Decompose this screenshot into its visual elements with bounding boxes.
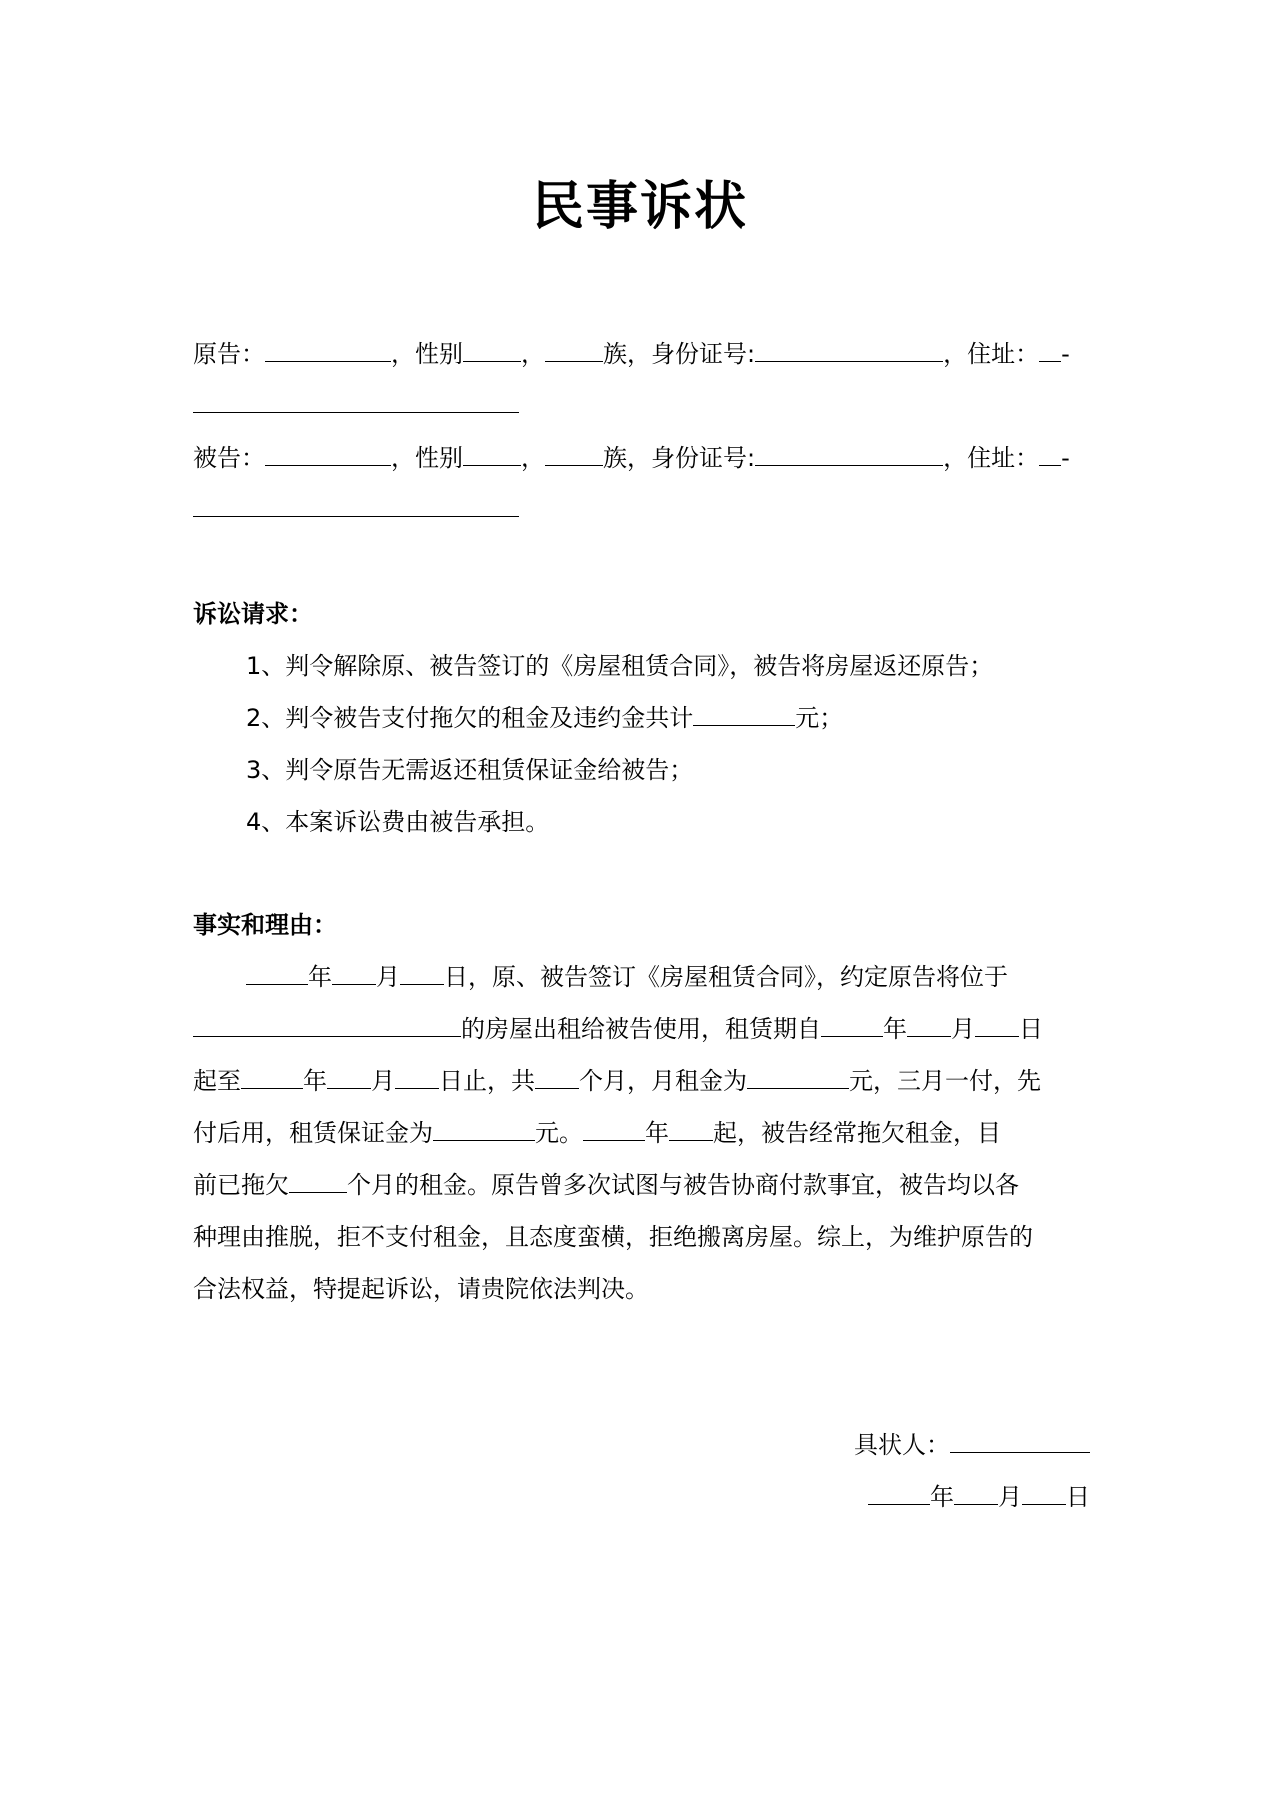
lease-start-year-blank[interactable]: [821, 1014, 883, 1037]
defendant-ethnic-label: 族，身份证号:: [603, 444, 756, 472]
lease-end-year-blank[interactable]: [241, 1066, 303, 1089]
plaintiff-ethnic-label: 族，身份证号:: [603, 340, 756, 368]
defendant-line: [193, 441, 1070, 475]
facts-line-3: [193, 1064, 1041, 1098]
defendant-name-blank[interactable]: [265, 443, 391, 466]
plaintiff-address-blank[interactable]: [1039, 339, 1061, 362]
signature-month-blank[interactable]: [954, 1482, 998, 1505]
defendant-address-label: ，住址：: [943, 444, 1040, 472]
defendant-gender-blank[interactable]: [463, 443, 521, 466]
claim-item-4: 4、本案诉讼费由被告承担。: [246, 808, 550, 836]
signature-day-label: 日: [1066, 1483, 1090, 1511]
signature-line: [854, 1428, 1090, 1462]
defendant-address-continuation: [193, 492, 519, 526]
arrears-year-blank[interactable]: [583, 1118, 645, 1141]
facts-line-4: [193, 1116, 1001, 1150]
facts-line-6: 种理由推脱，拒不支付租金，且态度蛮横，拒绝搬离房屋。综上，为维护原告的: [193, 1223, 1033, 1251]
arrears-months-blank[interactable]: [289, 1170, 347, 1193]
plaintiff-label: 原告：: [193, 340, 265, 368]
property-location-blank[interactable]: [193, 1014, 461, 1037]
plaintiff-comma: ，: [521, 340, 545, 368]
plaintiff-dash: -: [1061, 340, 1070, 368]
defendant-address-blank-2[interactable]: [193, 494, 519, 517]
plaintiff-address-blank-2[interactable]: [193, 390, 519, 413]
facts-line-5-text-a: 前已拖欠: [193, 1171, 289, 1199]
facts-line-3-months: 个月，月租金为: [579, 1067, 747, 1095]
monthly-rent-blank[interactable]: [747, 1066, 849, 1089]
arrears-year-label: 年: [645, 1119, 669, 1147]
signature-date-line: [868, 1480, 1090, 1514]
lease-end-year-label: 年: [303, 1067, 327, 1095]
facts-line-5: [193, 1168, 1019, 1202]
defendant-label: 被告：: [193, 444, 265, 472]
facts-line-3-stop: 止，共: [463, 1067, 535, 1095]
facts-line-5-text-b: 个月的租金。原告曾多次试图与被告协商付款事宜，被告均以各: [347, 1171, 1019, 1199]
facts-line-7: 合法权益，特提起诉讼，请贵院依法判决。: [193, 1275, 649, 1303]
facts-line-2-text: 的房屋出租给被告使用，租赁期自: [461, 1015, 821, 1043]
facts-heading: 事实和理由：: [193, 911, 337, 939]
facts-line-4-text-b: 元。: [535, 1119, 583, 1147]
facts-month-label: 月: [376, 963, 400, 991]
lease-end-day-label: 日: [439, 1067, 463, 1095]
claim-amount-blank[interactable]: [693, 703, 795, 726]
lease-end-month-label: 月: [371, 1067, 395, 1095]
facts-line-4-text-a: 付后用，租赁保证金为: [193, 1119, 433, 1147]
defendant-dash: -: [1061, 444, 1070, 472]
defendant-id-blank[interactable]: [755, 443, 943, 466]
lease-months-blank[interactable]: [535, 1066, 579, 1089]
defendant-gender-label: ，性别: [391, 444, 463, 472]
facts-day-blank[interactable]: [400, 962, 444, 985]
lease-start-day-blank[interactable]: [975, 1014, 1019, 1037]
claims-heading: 诉讼请求：: [193, 600, 313, 628]
facts-line-2: [193, 1012, 1043, 1046]
plaintiff-gender-blank[interactable]: [463, 339, 521, 362]
claim-item-2-unit: 元；: [795, 704, 844, 732]
plaintiff-line: [193, 337, 1070, 371]
claim-item-2-text: 2、判令被告支付拖欠的租金及违约金共计: [246, 704, 694, 732]
lease-start-month-label: 月: [951, 1015, 975, 1043]
facts-line-4-text-c: 起，被告经常拖欠租金，目: [713, 1119, 1001, 1147]
facts-line-1: [246, 960, 1008, 994]
defendant-address-blank[interactable]: [1039, 443, 1061, 466]
claim-item-3: 3、判令原告无需返还租赁保证金给被告；: [246, 756, 694, 784]
plaintiff-ethnic-blank[interactable]: [545, 339, 603, 362]
lease-start-day-label: 日: [1019, 1015, 1043, 1043]
signature-year-label: 年: [930, 1483, 954, 1511]
defendant-ethnic-blank[interactable]: [545, 443, 603, 466]
document-title: 民事诉状: [531, 177, 748, 237]
claim-item-1: 1、判令解除原、被告签订的《房屋租赁合同》，被告将房屋返还原告；: [246, 652, 994, 680]
arrears-month-blank[interactable]: [669, 1118, 713, 1141]
plaintiff-id-blank[interactable]: [755, 339, 943, 362]
plaintiff-address-continuation: [193, 388, 519, 422]
facts-day-label: 日: [444, 963, 468, 991]
signature-month-label: 月: [998, 1483, 1022, 1511]
facts-line-1-text: ，原、被告签订《房屋租赁合同》，约定原告将位于: [468, 963, 1008, 991]
lease-start-year-label: 年: [883, 1015, 907, 1043]
signature-day-blank[interactable]: [1022, 1482, 1066, 1505]
signature-label: 具状人：: [854, 1431, 950, 1459]
plaintiff-gender-label: ，性别: [391, 340, 463, 368]
plaintiff-name-blank[interactable]: [265, 339, 391, 362]
facts-year-blank[interactable]: [246, 962, 308, 985]
lease-start-month-blank[interactable]: [907, 1014, 951, 1037]
facts-month-blank[interactable]: [332, 962, 376, 985]
signature-blank[interactable]: [950, 1430, 1090, 1453]
signature-year-blank[interactable]: [868, 1482, 930, 1505]
deposit-blank[interactable]: [433, 1118, 535, 1141]
facts-line-3-start: 起至: [193, 1067, 241, 1095]
lease-end-month-blank[interactable]: [327, 1066, 371, 1089]
defendant-comma: ，: [521, 444, 545, 472]
plaintiff-address-label: ，住址：: [943, 340, 1040, 368]
facts-year-label: 年: [308, 963, 332, 991]
lease-end-day-blank[interactable]: [395, 1066, 439, 1089]
claim-item-2: [246, 701, 843, 735]
facts-line-3-tail: 元，三月一付，先: [849, 1067, 1041, 1095]
